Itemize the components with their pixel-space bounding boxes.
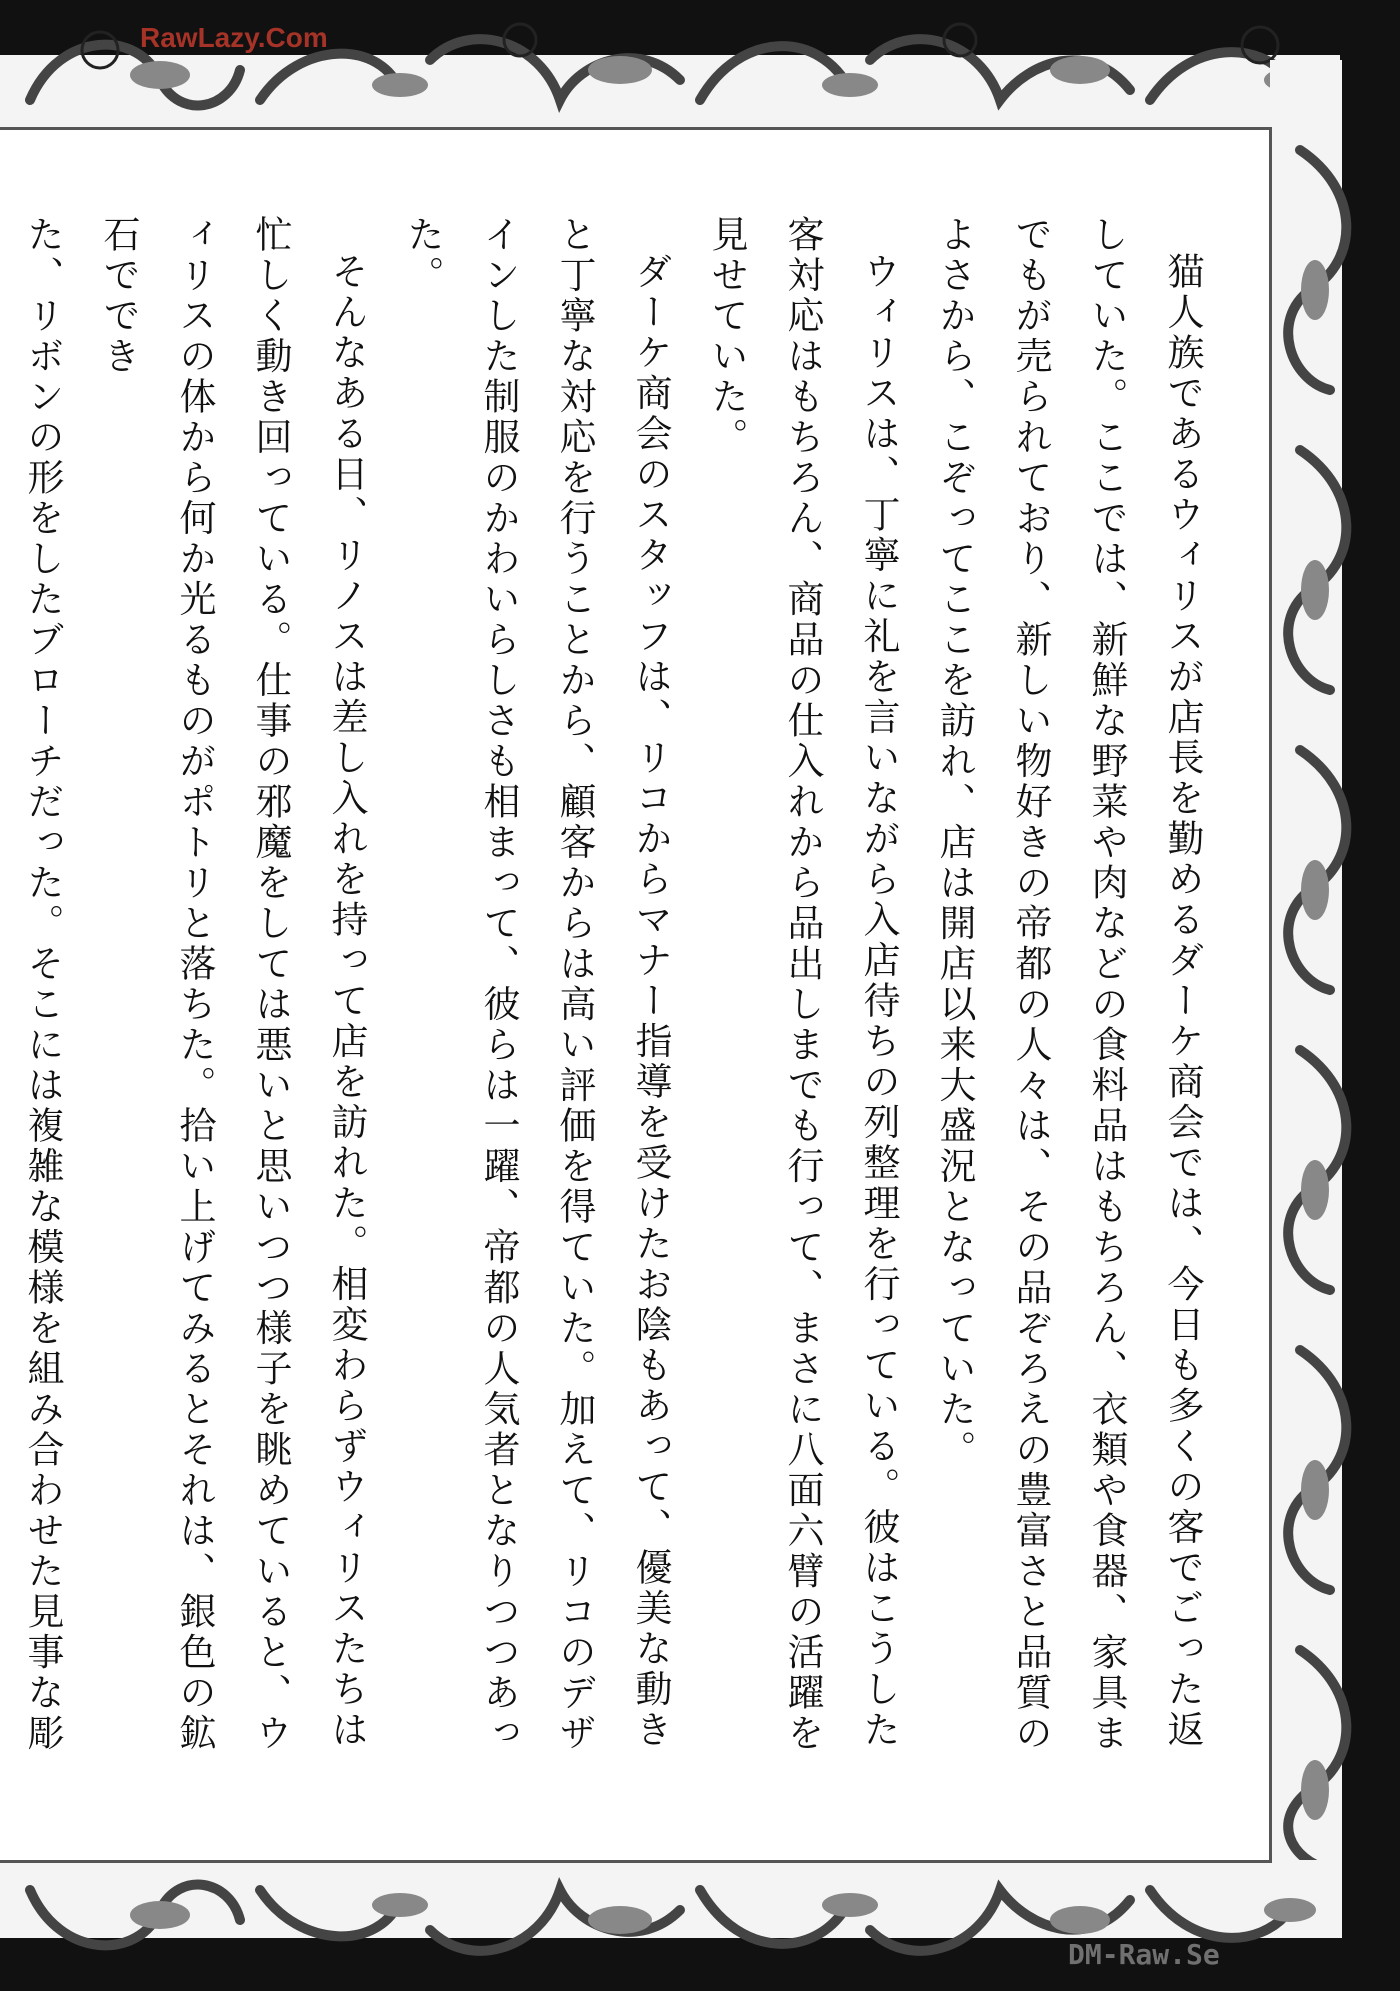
watermark-top: RawLazy.Com [140,22,328,53]
watermark-bottom: DM-Raw.Se [1068,1938,1220,1971]
paragraph-3: ダーケ商会のスタッフは、リコからマナー指導を受けたお陰もあって、優美な動きと丁寧な対応を行うことから、顧客からは高い評価を得ていた。加えて、リコのデザインした制服のかわいらしさも相まって、彼らは一躍、帝都の人気者となりつつあった。 [401,215,672,1754]
paragraph-2: ウィリスは、丁寧に礼を言いながら入店待ちの列整理を行っている。彼はこうした客対応はもちろん、商品の仕入れから品出しまでも行って、まさに八面六臂の活躍を見せていた。 [705,215,900,1754]
paragraph-4: そんなある日、リノスは差し入れを持って店を訪れた。相変わらずウィリスたちは忙しく動き回っている。仕事の邪魔をしては悪いと思いつつ様子を眺めていると、ウィリスの体から何か光るものがポトリと落ちた。拾い上げてみるとそれは、銀色の鉱石ででき [97,215,368,1754]
paragraph-1: 猫人族であるウィリスが店長を勤めるダーケ商会では、今日も多くの客でごった返していた。ここでは、新鮮な野菜や肉などの食料品はもちろん、衣類や食器、家具までもが売られており、新しい物好きの帝都の人々は、その品ぞろえの豊富さと品質のよさから、こぞってここを訪れ、店は開店以来大盛況となっていた。 [933,215,1204,1754]
ornament-top-border [0,0,1400,130]
vertical-text-body [21,215,1220,1775]
ornament-right-border [1270,0,1400,1991]
paragraph-5: た、リボンの形をしたブローチだった。そこには複雑な模様を組み合わせた見事な彫 [21,215,64,1754]
